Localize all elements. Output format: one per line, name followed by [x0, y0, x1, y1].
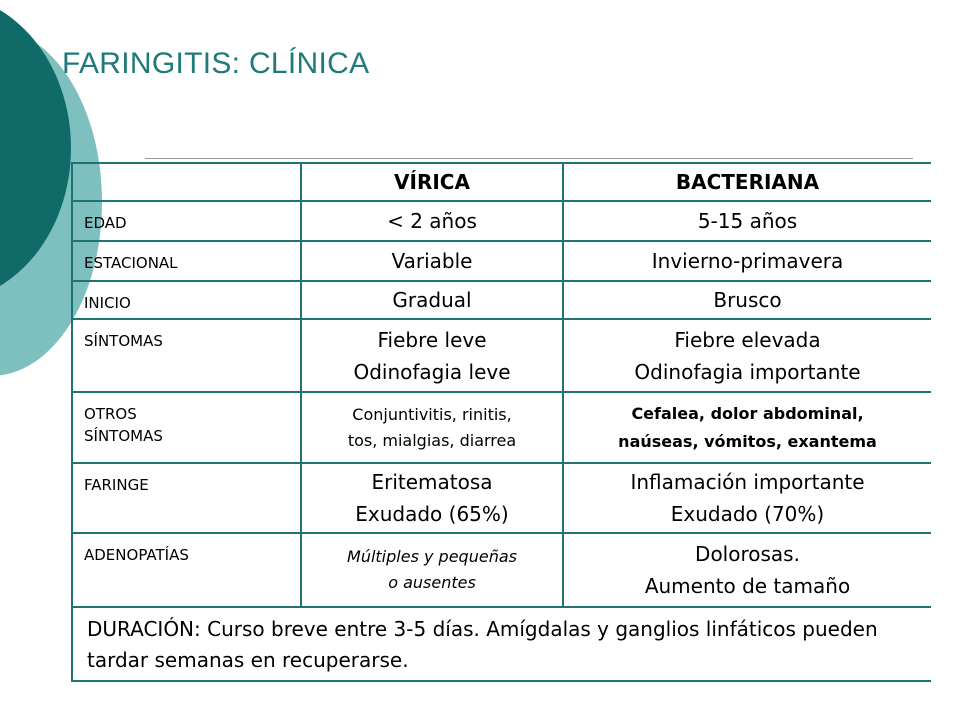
row-label — [72, 463, 301, 533]
row-label-line: OTROS — [84, 405, 137, 423]
bacterial-line: naúseas, vómitos, exantema — [618, 431, 877, 451]
bacterial-cell — [563, 201, 931, 241]
viral-line: Fiebre leve — [377, 327, 487, 352]
table-row-sintomas — [72, 319, 931, 392]
row-label-line: SÍNTOMAS — [84, 332, 163, 350]
duration-note: DURACIÓN: Curso breve entre 3-5 días. Amígdalas y ganglios linfáticos pueden tardar semanas en recuperarse. — [72, 607, 931, 681]
bacterial-line: Cefalea, dolor abdominal, — [631, 403, 864, 423]
row-label — [72, 319, 301, 392]
table-header-row — [72, 163, 931, 201]
row-label-line: SÍNTOMAS — [84, 427, 163, 445]
row-label-line: INICIO — [84, 294, 131, 312]
table-row-faringe — [72, 463, 931, 533]
row-label — [72, 281, 301, 319]
viral-cell — [301, 241, 563, 281]
table-footer-row — [72, 607, 931, 681]
bacterial-line: Odinofagia importante — [634, 359, 861, 384]
row-label — [72, 533, 301, 607]
table-row-estacional — [72, 241, 931, 281]
bacterial-line: Dolorosas. — [695, 542, 800, 566]
title-divider — [145, 158, 913, 159]
table-row-inicio — [72, 281, 931, 319]
row-label — [72, 241, 301, 281]
bacterial-line: Exudado (70%) — [670, 502, 825, 526]
table-row-otros-sintomas — [72, 392, 931, 463]
viral-cell — [301, 463, 563, 533]
comparison-table — [71, 162, 931, 682]
viral-cell — [301, 533, 563, 607]
row-label — [72, 392, 301, 463]
bacterial-line: Aumento de tamaño — [644, 574, 851, 598]
viral-line: Eritematosa — [371, 470, 493, 494]
viral-line: Conjuntivitis, rinitis, — [352, 404, 512, 424]
viral-line: Múltiples y pequeñas — [347, 547, 517, 566]
viral-line: Odinofagia leve — [353, 359, 511, 384]
slide-title: FARINGITIS: CLÍNICA — [62, 47, 370, 80]
viral-line: Gradual — [392, 288, 472, 312]
bacterial-line: Brusco — [713, 288, 782, 312]
bacterial-cell — [563, 241, 931, 281]
bacterial-line: Invierno-primavera — [651, 249, 844, 273]
viral-line: tos, mialgias, diarrea — [347, 430, 517, 450]
header-viral: VÍRICA — [301, 163, 563, 201]
table-row-adenopatias — [72, 533, 931, 607]
table-row-edad — [72, 201, 931, 241]
bacterial-cell — [563, 463, 931, 533]
bacterial-cell — [563, 533, 931, 607]
bacterial-cell — [563, 319, 931, 392]
viral-line: o ausentes — [388, 573, 476, 592]
viral-cell — [301, 319, 563, 392]
comparison-table-container — [71, 162, 931, 682]
viral-cell — [301, 392, 563, 463]
bacterial-line: 5-15 años — [697, 209, 798, 233]
row-label-line: ADENOPATÍAS — [84, 546, 189, 564]
header-bacterial: BACTERIANA — [563, 163, 931, 201]
viral-cell — [301, 281, 563, 319]
bacterial-cell — [563, 392, 931, 463]
row-label-line: EDAD — [84, 214, 127, 232]
viral-line: Exudado (65%) — [355, 502, 509, 526]
bacterial-line: Fiebre elevada — [674, 327, 821, 352]
row-label-line: ESTACIONAL — [84, 254, 178, 272]
viral-cell — [301, 201, 563, 241]
bacterial-cell — [563, 281, 931, 319]
bacterial-line: Inflamación importante — [630, 470, 865, 494]
row-label — [72, 201, 301, 241]
viral-line: < 2 años — [387, 209, 477, 233]
viral-line: Variable — [391, 249, 473, 273]
header-empty-cell — [72, 163, 301, 201]
row-label-line: FARINGE — [84, 476, 149, 494]
